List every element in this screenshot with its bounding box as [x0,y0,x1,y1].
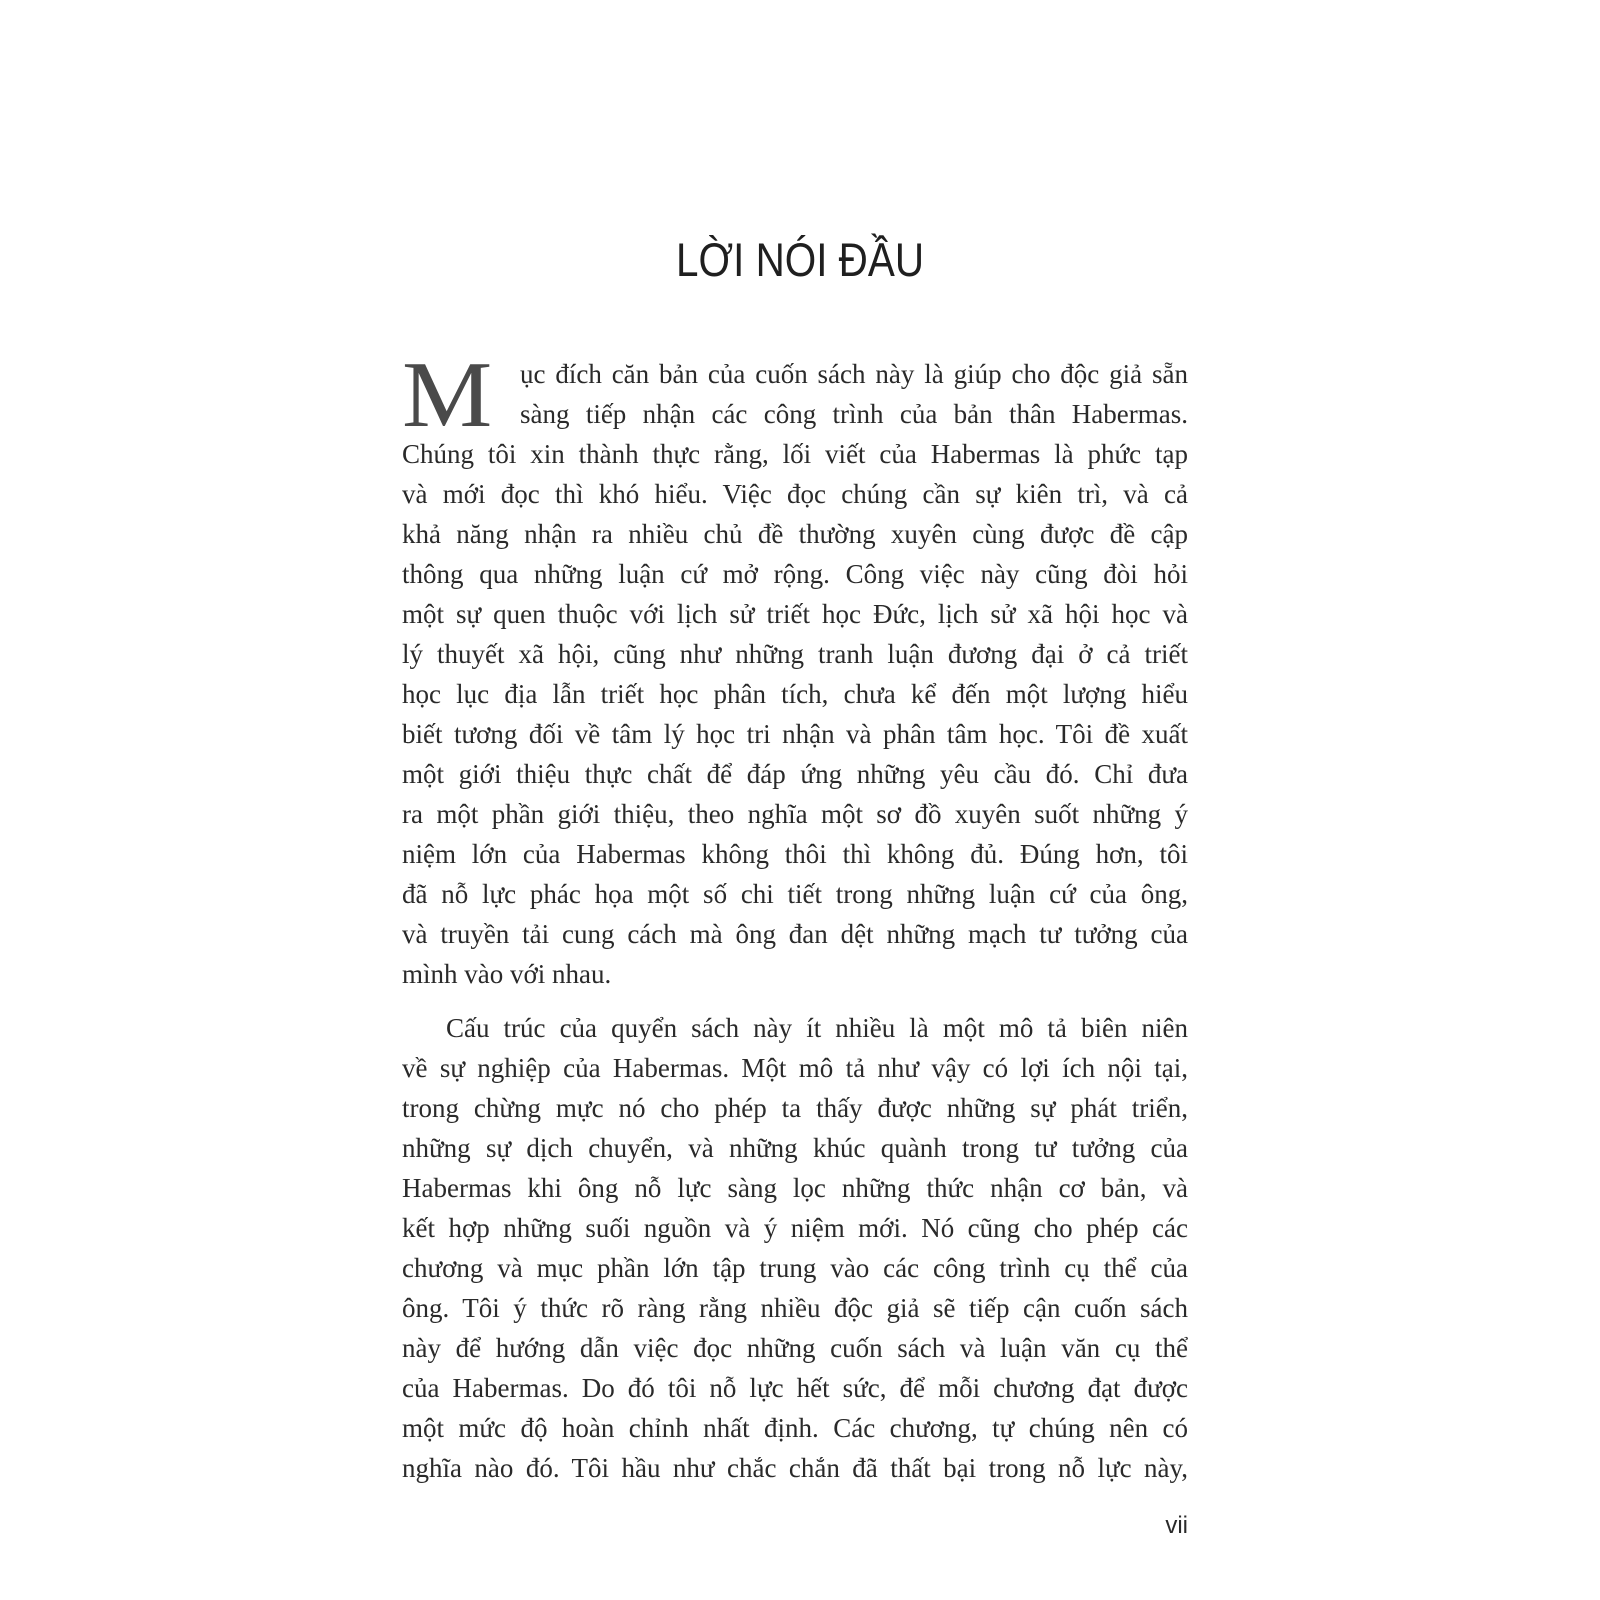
text-line: về sự nghiệp của Habermas. Một mô tả như vậy có lợi ích nội tại, [402,1053,1188,1083]
text-line: nghĩa nào đó. Tôi hầu như chắc chắn đã thất bại trong nỗ lực này, [402,1453,1188,1483]
text-line: lý thuyết xã hội, cũng như những tranh luận đương đại ở cả triết [402,639,1188,669]
text-line: học lục địa lẫn triết học phân tích, chưa kể đến một lượng hiểu [402,679,1188,709]
text-line: một mức độ hoàn chỉnh nhất định. Các chương, tự chúng nên có [402,1413,1188,1443]
paragraph-1 [402,354,1188,994]
text-line: và mới đọc thì khó hiểu. Việc đọc chúng cần sự kiên trì, và cả [402,479,1188,509]
text-line: ục đích căn bản của cuốn sách này là giúp cho độc giả sẵn [520,359,1188,389]
body-text [402,343,1188,1488]
text-line: Cấu trúc của quyển sách này ít nhiều là một mô tả biên niên [446,1013,1188,1043]
text-line: thông qua những luận cứ mở rộng. Công việc này cũng đòi hỏi [402,559,1188,589]
text-line: Chúng tôi xin thành thực rằng, lối viết của Habermas là phức tạp [402,439,1188,469]
text-line: đã nỗ lực phác họa một số chi tiết trong những luận cứ của ông, [402,879,1188,909]
text-line: khả năng nhận ra nhiều chủ đề thường xuyên cùng được đề cập [402,519,1188,549]
text-line: một sự quen thuộc với lịch sử triết học Đức, lịch sử xã hội học và [402,599,1188,629]
chapter-title: LỜI NÓI ĐẦU [675,233,925,286]
text-line: một giới thiệu thực chất để đáp ứng những yêu cầu đó. Chỉ đưa [402,759,1188,789]
text-line: ra một phần giới thiệu, theo nghĩa một sơ đồ xuyên suốt những ý [402,799,1188,829]
text-line: ông. Tôi ý thức rõ ràng rằng nhiều độc giả sẽ tiếp cận cuốn sách [402,1293,1188,1323]
text-line: này để hướng dẫn việc đọc những cuốn sách và luận văn cụ thể [402,1333,1188,1363]
text-line: sàng tiếp nhận các công trình của bản thân Habermas. [520,399,1188,429]
drop-cap: M [402,343,493,447]
text-line: và truyền tải cung cách mà ông đan dệt những mạch tư tưởng của [402,919,1188,949]
text-line: Habermas khi ông nỗ lực sàng lọc những thức nhận cơ bản, và [402,1173,1188,1203]
text-line: biết tương đối về tâm lý học tri nhận và phân tâm học. Tôi đề xuất [402,719,1188,749]
text-line: kết hợp những suối nguồn và ý niệm mới. Nó cũng cho phép các [402,1213,1188,1243]
paragraph-2 [402,1008,1188,1488]
text-line: những sự dịch chuyển, và những khúc quành trong tư tưởng của [402,1133,1188,1163]
text-line: chương và mục phần lớn tập trung vào các công trình cụ thể của [402,1253,1188,1283]
text-line: của Habermas. Do đó tôi nỗ lực hết sức, để mỗi chương đạt được [402,1373,1188,1403]
text-line: trong chừng mực nó cho phép ta thấy được những sự phát triển, [402,1093,1188,1123]
text-line: mình vào với nhau. [402,959,612,989]
text-line: niệm lớn của Habermas không thôi thì không đủ. Đúng hơn, tôi [402,839,1188,869]
page-number: vii [1165,1512,1188,1539]
